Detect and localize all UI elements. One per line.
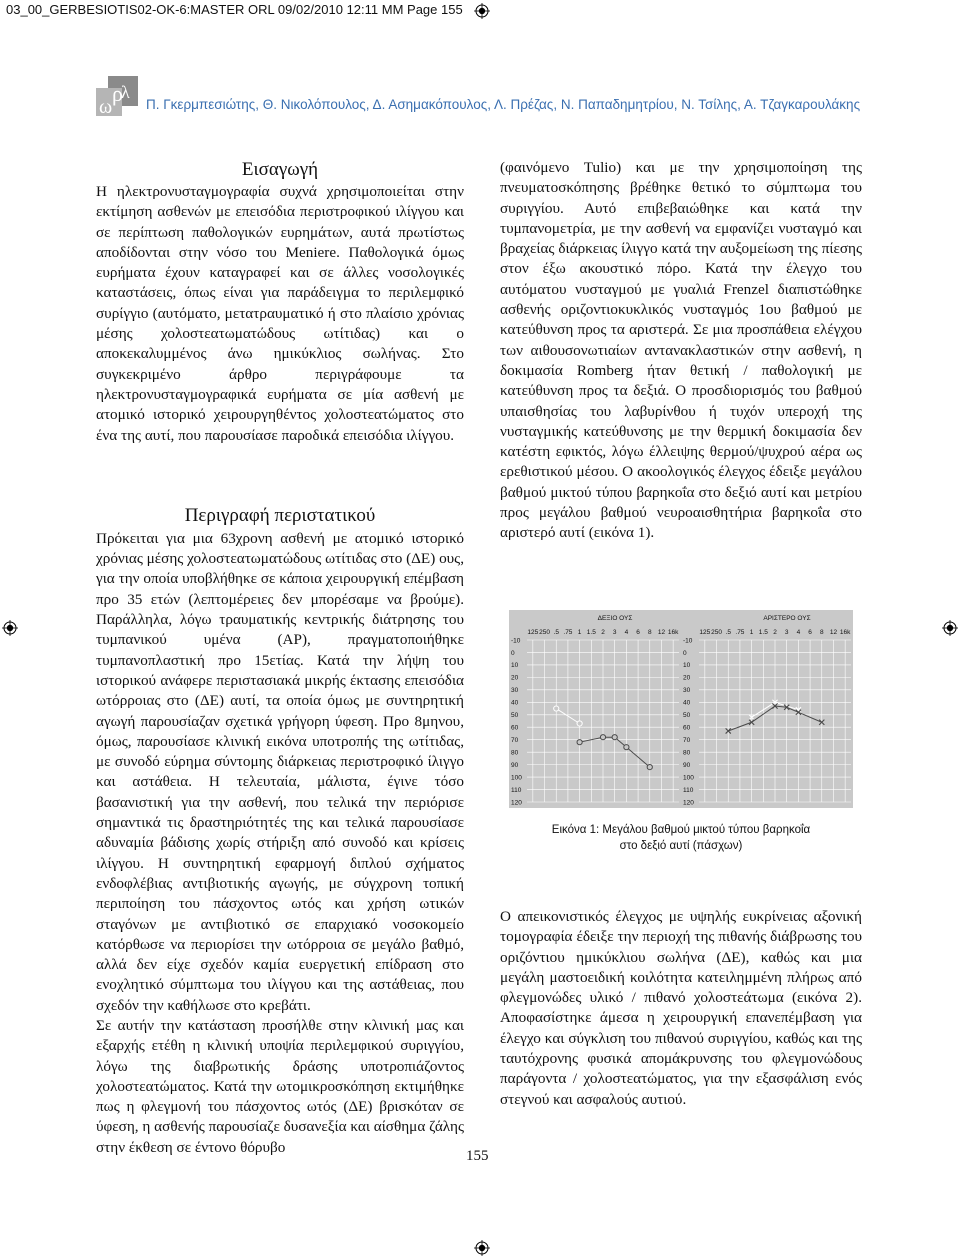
audiogram-x-tick-label: 3	[784, 629, 789, 636]
audiogram-y-tick-label: 50	[511, 712, 519, 720]
audiogram-y-tick-label: 110	[511, 786, 522, 794]
audiogram-x-tick-label: 6	[808, 629, 812, 636]
audiogram-y-tick-label: 80	[511, 749, 519, 757]
audiogram-x-tick-label: 2	[601, 629, 605, 636]
audiogram-y-tick-label: 10	[511, 662, 519, 670]
intro-heading: Εισαγωγή	[241, 159, 319, 180]
right-column-top	[500, 158, 862, 544]
audiogram-x-tick-label: .75	[563, 629, 573, 636]
registration-mark-icon	[2, 620, 18, 636]
right-paragraph-2: Ο απεικονιστικός έλεγχος με υψηλής ευκρίνειας αξονική τομογραφία έδειξε την περιοχή της πιθανής διάβρωσης του οριζόντιου ημικύκλιου σωλήνα (ΔΕ), καθώς και μια μεγάλη μαστοειδική κοιλότητα κατειλημμένη πλήρως από φλεγμονώδες υλικό / πιθανό χολοστεάτωμα (εικόνα 2). Αποφασίστηκε άμεσα η χειρουργική επανεπέμβαση για έλεγχο και σύγκλιση του πιθανού συριγγίου, καθώς και της ταυτόχρονης φυσικά απομάκρυνσης του φλεγμονώδους παράγοντα / χολοστεατώματος, για την εξασφάλιση ενός στεγνού και ασφαλούς αυτιού.	[500, 908, 862, 1108]
figure-caption-line-2: στο δεξιό αυτί (πάσχων)	[619, 840, 743, 852]
audiogram-y-tick-label: 100	[511, 774, 522, 782]
audiogram-y-tick-label: 70	[683, 736, 691, 744]
case-heading: Περιγραφή περιστατικού	[184, 504, 376, 526]
audiogram-x-tick-label: 12	[657, 629, 666, 636]
audiogram-y-tick-label: 70	[511, 736, 519, 744]
audiogram-x-tick-label: 4	[624, 629, 629, 636]
running-head: Π. Γκερμπεσιώτης, Θ. Νικολόπουλος, Δ. Ασημακόπουλος, Λ. Πρέζας, Ν. Παπαδημητρίου, Ν. Τσίλης, Α. Τζαγκαρουλάκης	[146, 97, 861, 112]
audiogram-x-tick-label: 16k	[667, 629, 679, 636]
audiogram-x-tick-label: 16k	[839, 629, 851, 636]
intro-paragraph: Η ηλεκτρονυσταγμογραφία συχνά χρησιμοποιείται στην εκτίμηση ασθενών με επεισόδια περιστροφικού ιλίγγου και σε περίπτωση παθολογικών ευρημάτων, αυτά πρωτίστως αποδίδονται στην νόσο του Meniere. Παθολογικά όμως ευρήματα έχουν καταγραφεί και σε άλλες νοσολογικές καταστάσεις, όπως είναι για παράδειγμα το περιλεμφικό συρίγγιο (αυτόματο, μετατραυματικό ή στο πλαίσιο χρόνιας μέσης χολοστεατωματώδους ωτίτιδας) και ο αποκεκαλυμμένος άνω ημικύκλιος σωλήνας. Στο συγκεκριμένο άρθρο περιγράφουμε τα ηλεκτρονυσταγμογραφικά ευρήματα σε μία ασθενή με ατομικό ιστορικό χειρουργηθέντος χολοστεατώματος στο ένα της αυτί, που παρουσίασε παροδικά επεισόδια ιλίγγου.	[96, 183, 464, 444]
audiogram-y-tick-label: 120	[511, 799, 522, 807]
svg-text:ω: ω	[99, 96, 113, 118]
audiogram-x-tick-label: 125	[699, 629, 711, 636]
audiogram-x-tick-label: 1	[749, 629, 754, 636]
audiogram-x-tick-label: 125	[527, 629, 539, 636]
figure-caption-line-1: Εικόνα 1: Μεγάλου βαθμού μικτού τύπου βαρηκοΐα	[551, 824, 811, 836]
right-column-bottom	[500, 907, 862, 1110]
audiogram-x-tick-label: 1.5	[586, 629, 596, 636]
audiogram-y-tick-label: 120	[683, 799, 694, 807]
audiogram-point-circle	[577, 721, 582, 726]
audiogram-panel-title: ΔΕΞΙΟ ΟΥΣ	[597, 615, 633, 622]
audiogram-y-tick-label: 10	[683, 662, 691, 670]
audiogram-x-tick-label: .5	[725, 629, 731, 636]
audiogram-y-tick-label: 50	[683, 712, 691, 720]
registration-mark-icon	[474, 1240, 490, 1256]
audiogram-x-tick-label: 2	[773, 629, 777, 636]
audiogram-y-tick-label: -10	[511, 637, 521, 645]
audiogram-point-circle	[647, 765, 652, 770]
audiogram-x-tick-label: 250	[711, 629, 722, 636]
audiogram-x-tick-label: 8	[647, 629, 652, 636]
audiogram-y-tick-label: 30	[511, 687, 519, 695]
audiogram-y-tick-label: 100	[683, 774, 694, 782]
audiogram-y-tick-label: 60	[683, 724, 691, 732]
audiogram-x-tick-label: 1	[577, 629, 582, 636]
svg-text:λ: λ	[121, 82, 130, 102]
case-paragraph-1: Πρόκειται για μια 63χρονη ασθενή με ατομικό ιστορικό χρόνιας μέσης χολοστεατωματώδους ωτίτιδας στο (ΔΕ) ους, για την οποία υποβλήθηκε σε κάποια χειρουργική επέμβαση προ 35 ετών (λεπτομέρειες δεν μπορέσαμε να βρούμε). Παράλληλα, λόγω τραυματικής κεντρικής διάτρησης του τυμπανικού υμένα (ΑΡ), πραγματοποιήθηκε τυμπανοπλαστική προ 15ετίας. Κατά την λήψη του ιστορικού ανάφερε περιστασιακά μικρής έκτασης επεισόδια ωτόρροιας στο (ΔΕ) αυτί, τα οποία όμως με συντηρητική αγωγή παρουσίαζαν σχετικά γρήγορη ύφεση. Προ 8μηνου, όμως, παρουσίασε κλινική εικόνα υποτροπής της ωτίτιδας, με συνοδό εύρημα σύντομης διάρκειας περιστροφικό ίλιγγο και αστάθεια. Η τελευταία, μάλιστα, έγινε τόσο βασανιστική για την ασθενή, που τελικά την περιόρισε σημαντικά τις δραστηριότητές της και τελικά παρουσίασε αδυναμία βάδισης χωρίς στήριξη από συνοδό και κρίσεις ιλίγγου. Η συντηρητική εφαρμογή διπλού σχήματος ενδοφλέβιας αντιβιοτικής αγωγής, με σύγχρονη τοπική περιποίηση του πάσχοντος ωτός και χρήση ωτικών σταγόνων με αντιβιοτικό σε επαρχιακό νοσοκομείο κατόρθωσε να περιορίσει την ωτόρροια σε μεγάλο βαθμό, αλλά δεν είχε σχεδόν καμία ευεργετική επίδραση στο ενοχλητικό σύμπτωμα του ιλίγγου και της αστάθειας, που σχεδόν την καθήλωσε στο κρεβάτι.	[96, 529, 464, 1014]
audiogram-x-tick-label: 6	[636, 629, 640, 636]
audiogram-y-tick-label: 0	[683, 649, 687, 657]
audiogram-y-tick-label: 0	[511, 649, 515, 657]
audiogram-x-tick-label: 8	[819, 629, 824, 636]
left-column	[96, 158, 464, 1158]
audiogram-panel-title: ΑΡΙΣΤΕΡΟ ΟΥΣ	[763, 615, 811, 622]
audiogram-point-circle	[554, 706, 559, 711]
page-number: 155	[466, 1148, 489, 1164]
audiogram-figure	[509, 610, 853, 808]
audiogram-y-tick-label: 90	[683, 761, 691, 769]
audiogram-x-tick-label: .75	[735, 629, 745, 636]
audiogram-point-circle	[612, 735, 617, 740]
audiogram-y-tick-label: -10	[683, 637, 693, 645]
svg-text:ρ: ρ	[112, 81, 123, 106]
audiogram-y-tick-label: 80	[683, 749, 691, 757]
audiogram-x-tick-label: 1.5	[758, 629, 768, 636]
audiogram-point-circle	[577, 740, 582, 745]
audiogram-chart	[509, 610, 853, 808]
journal-logo	[94, 74, 140, 120]
audiogram-x-tick-label: 3	[612, 629, 617, 636]
print-slug: 03_00_GERBESIOTIS02-OK-6:MASTER ORL 09/02/2010 12:11 ΜΜ Page 155	[6, 2, 463, 17]
right-paragraph-1: (φαινόμενο Tulio) και με την χρησιμοποίηση της πνευματοσκόπησης βρέθηκε θετικό το σύμπτωμα του συριγγίου. Αυτό επιβεβαιώθηκε και κατά την τυμπανομετρία, με την ασθενή να εμφανίζει νυσταγμό και βραχείας διάρκειας ίλιγγο κατά την αυξομείωση της πίεσης στον έξω ακουστικό πόρο. Κατά την έλεγχο του αυτόματου νυσταγμού με γυαλιά Frenzel διαπιστώθηκε ασθενής οριζοντιοκυκλικός νυσταγμός 1ου βαθμού με κατεύθυνση προς τα αριστερά. Σε μια προσπάθεια ελέγχου των αιθουσονωτιαίων αντανακλαστικών στην ασθενή, η δοκιμασία Romberg ήταν θετική / παθολογική με κατεύθυνση προς τα δεξιά. Ο προσδιορισμός του βαθμού υπαισθησίας του λαβυρίνθου ή τυχόν υπεροχή της νυσταγμικής κατεύθυνσης με την θερμική δοκιμασία δεν κατέστη εφικτός, λόγω έλλειψης θερμού/ψυχρού αέρα ως ερεθιστικού μέσου. Ο ακοολογικός έλεγχος έδειξε μεγάλου βαθμού μικτού τύπου βαρηκοΐα στο δεξιό αυτί και μετρίου προς μεγάλου βαθμού νευροαισθητήρια βαρηκοΐα στο αριστερό αυτί (εικόνα 1).	[500, 159, 862, 542]
audiogram-y-tick-label: 90	[511, 761, 519, 769]
audiogram-y-tick-label: 40	[511, 699, 519, 707]
audiogram-point-circle	[624, 745, 629, 750]
registration-mark-icon	[474, 3, 490, 19]
audiogram-x-tick-label: 4	[796, 629, 801, 636]
audiogram-y-tick-label: 60	[511, 724, 519, 732]
audiogram-y-tick-label: 110	[683, 786, 694, 794]
audiogram-x-tick-label: 12	[829, 629, 838, 636]
registration-mark-icon	[942, 620, 958, 636]
audiogram-y-tick-label: 40	[683, 699, 691, 707]
audiogram-y-tick-label: 20	[683, 674, 691, 682]
audiogram-point-circle	[600, 735, 605, 740]
audiogram-x-tick-label: 250	[539, 629, 550, 636]
audiogram-y-tick-label: 20	[511, 674, 519, 682]
audiogram-y-tick-label: 30	[683, 687, 691, 695]
case-paragraph-2: Σε αυτήν την κατάσταση προσήλθε στην κλινική μας και εξαρχής ετέθη η κλινική υποψία περιλεμφικού συριγγίου, λόγω της διαβρωτικής δράσης υποτροπιάζοντος χολοστεατώματος. Κατά την ωτομικροσκόπηση εκτιμήθηκε πως η φλεγμονή του πάσχοντος ωτός (ΔΕ) βρισκόταν σε ύφεση, η ασθενής παρουσίαζε δυσανεξία και αίσθημα ζάλης στην έκθεση σε έντονο θόρυβο	[96, 1016, 464, 1156]
audiogram-x-tick-label: .5	[553, 629, 559, 636]
figure-caption	[520, 822, 842, 854]
